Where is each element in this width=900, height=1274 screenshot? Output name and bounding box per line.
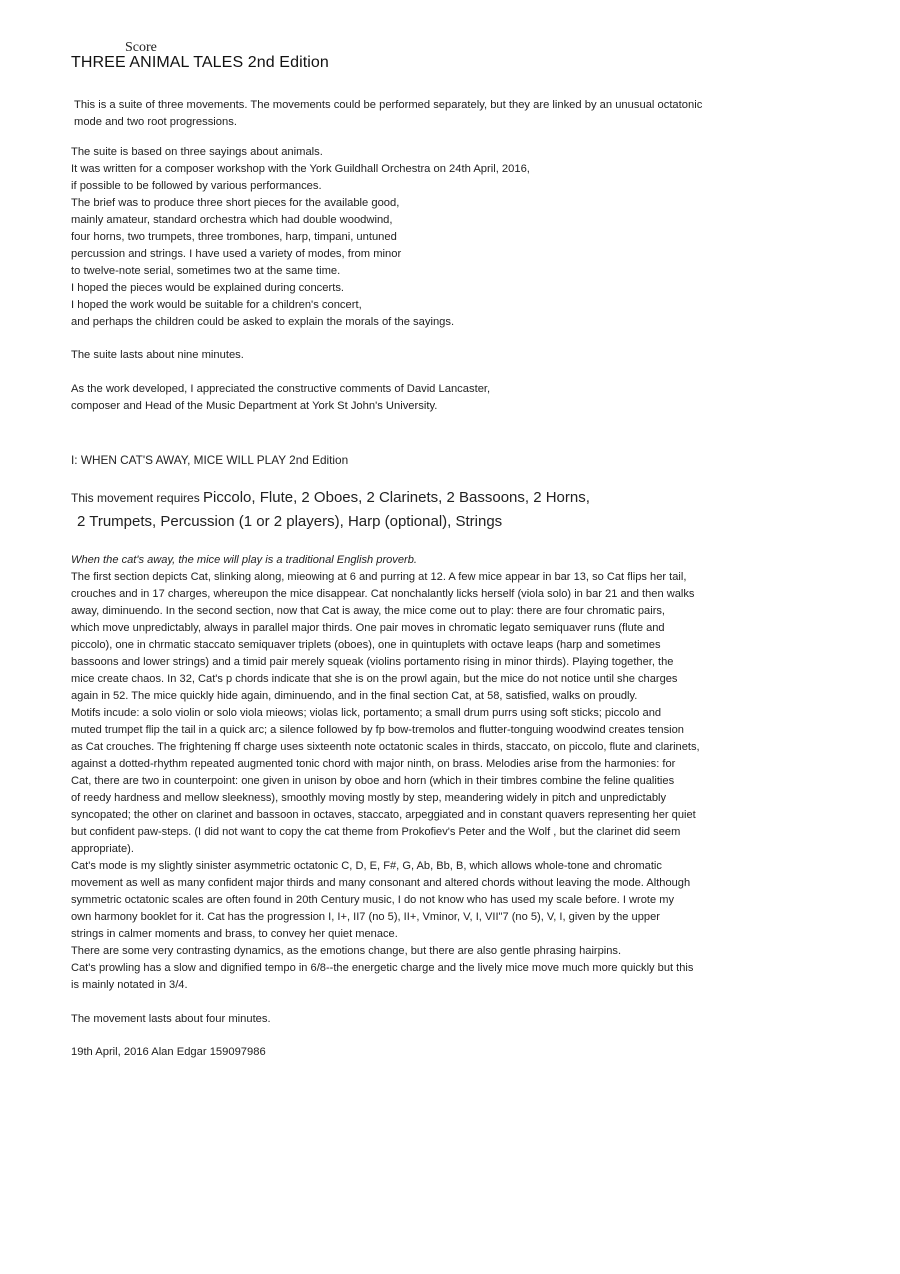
instrumentation bbox=[71, 486, 590, 533]
suite-duration bbox=[71, 347, 244, 364]
notes-line: own harmony booklet for it. Cat has the progression I, I+, II7 (no 5), II+, Vminor, V, I, VII"7 (no 5), V, I, given by the upper bbox=[71, 911, 660, 923]
notes-line: but confident paw-steps. (I did not want to copy the cat theme from Prokofiev's Peter and the Wolf , but the clarinet did seem bbox=[71, 826, 681, 838]
notes-line: The first section depicts Cat, slinking along, mieowing at 6 and purring at 12. A few mice appear in bar 13, so Cat flips her tail, bbox=[71, 571, 687, 583]
movement-duration: The movement lasts about four minutes. bbox=[71, 1013, 271, 1025]
document-title: THREE ANIMAL TALES 2nd Edition bbox=[71, 54, 329, 71]
background-line: if possible to be followed by various performances. bbox=[71, 180, 322, 192]
intro-paragraph bbox=[74, 97, 702, 131]
notes-line: which move unpredictably, always in parallel major thirds. One pair moves in chromatic legato semiquaver runs (flute and bbox=[71, 622, 665, 634]
instrumentation-prefix: This movement requires bbox=[71, 491, 204, 505]
notes-line: as Cat crouches. The frightening ff charge uses sixteenth note octatonic scales in thirds, staccato, on piccolo, flute and clarinets, bbox=[71, 741, 700, 753]
background-line: The brief was to produce three short pieces for the available good, bbox=[71, 197, 400, 209]
background-paragraph bbox=[71, 144, 530, 331]
background-line: percussion and strings. I have used a variety of modes, from minor bbox=[71, 248, 402, 260]
programme-notes bbox=[71, 552, 700, 994]
instrumentation-line-1 bbox=[71, 486, 590, 510]
background-line: mainly amateur, standard orchestra which had double woodwind, bbox=[71, 214, 393, 226]
movement-title: I: WHEN CAT'S AWAY, MICE WILL PLAY 2nd Edition bbox=[71, 453, 349, 467]
notes-line: Cat, there are two in counterpoint: one given in unison by oboe and horn (which in their timbres combine the feline qualities bbox=[71, 775, 675, 787]
background-line: I hoped the work would be suitable for a children's concert, bbox=[71, 299, 362, 311]
notes-line: muted trumpet flip the tail in a quick arc; a silence followed by fp bow-tremolos and flutter-tonguing woodwind creates tension bbox=[71, 724, 684, 736]
notes-line: mice create chaos. In 32, Cat's p chords indicate that she is on the prowl again, but the mice do not notice until she charges bbox=[71, 673, 678, 685]
notes-line: symmetric octatonic scales are often found in 20th Century music, I do not know who has used my scale before. I wrote my bbox=[71, 894, 675, 906]
acknowledgement-line: composer and Head of the Music Department at York St John's University. bbox=[71, 400, 438, 412]
intro-line: This is a suite of three movements. The movements could be performed separately, but they are linked by an unusual octatonic bbox=[74, 99, 703, 111]
notes-line: is mainly notated in 3/4. bbox=[71, 979, 188, 991]
notes-line: Cat's mode is my slightly sinister asymmetric octatonic C, D, E, F#, G, Ab, Bb, B, which allows whole-tone and chromatic bbox=[71, 860, 662, 872]
instrumentation-list-part-2: 2 Trumpets, Percussion (1 or 2 players), Harp (optional), Strings bbox=[77, 513, 503, 530]
notes-line: again in 52. The mice quickly hide again, diminuendo, and in the final section Cat, at 58, satisfied, walks on proudly. bbox=[71, 690, 638, 702]
background-line: and perhaps the children could be asked to explain the morals of the sayings. bbox=[71, 316, 455, 328]
notes-line: There are some very contrasting dynamics, as the emotions change, but there are also gentle phrasing hairpins. bbox=[71, 945, 622, 957]
score-label: Score bbox=[125, 40, 157, 55]
intro-line: mode and two root progressions. bbox=[74, 116, 237, 128]
background-line: It was written for a composer workshop with the York Guildhall Orchestra on 24th April, 2016, bbox=[71, 163, 530, 175]
notes-line: crouches and in 17 charges, whereupon the mice disappear. Cat nonchalantly licks herself (viola solo) in bar 21 and then walks bbox=[71, 588, 695, 600]
notes-line: of reedy hardness and mellow sleekness), smoothly moving mostly by step, meandering widely in pitch and unpredictably bbox=[71, 792, 667, 804]
notes-line: Motifs incude: a solo violin or solo viola mieows; violas lick, portamento; a small drum purrs using soft sticks; piccolo and bbox=[71, 707, 662, 719]
notes-line: syncopated; the other on clarinet and bassoon in octaves, staccato, arpeggiated and in constant quavers representing her quiet bbox=[71, 809, 696, 821]
notes-line: against a dotted-rhythm repeated augmented tonic chord with major ninth, on brass. Melodies arise from the harmonies: for bbox=[71, 758, 676, 770]
acknowledgement-paragraph bbox=[71, 381, 490, 415]
background-line: to twelve-note serial, sometimes two at the same time. bbox=[71, 265, 341, 277]
background-line: I hoped the pieces would be explained during concerts. bbox=[71, 282, 345, 294]
background-line: The suite is based on three sayings about animals. bbox=[71, 146, 323, 158]
notes-line: When the cat's away, the mice will play is a traditional English proverb. bbox=[71, 554, 417, 566]
suite-duration-text: The suite lasts about nine minutes. bbox=[71, 349, 244, 361]
acknowledgement-line: As the work developed, I appreciated the constructive comments of David Lancaster, bbox=[71, 383, 491, 395]
notes-line: away, diminuendo. In the second section, now that Cat is away, the mice come out to play: there are four chromatic pairs, bbox=[71, 605, 666, 617]
notes-line: movement as well as many confident major thirds and many consonant and altered chords without leaving the mode. Although bbox=[71, 877, 691, 889]
notes-line: strings in calmer moments and brass, to convey her quiet menace. bbox=[71, 928, 398, 940]
date-and-signature: 19th April, 2016 Alan Edgar 159097986 bbox=[71, 1046, 266, 1058]
notes-line: appropriate). bbox=[71, 843, 134, 855]
background-line: four horns, two trumpets, three trombones, harp, timpani, untuned bbox=[71, 231, 397, 243]
instrumentation-list-part-1: Piccolo, Flute, 2 Oboes, 2 Clarinets, 2 Bassoons, 2 Horns, bbox=[203, 489, 590, 506]
notes-line: Cat's prowling has a slow and dignified tempo in 6/8--the energetic charge and the lively mice move much more quickly but this bbox=[71, 962, 694, 974]
notes-line: piccolo), one in chrmatic staccato semiquaver triplets (oboes), one in quintuplets with octave leaps (harp and sometimes bbox=[71, 639, 661, 651]
notes-line: bassoons and lower strings) and a timid pair merely squeak (violins portamento rising in minor thirds). Playing together, the bbox=[71, 656, 674, 668]
